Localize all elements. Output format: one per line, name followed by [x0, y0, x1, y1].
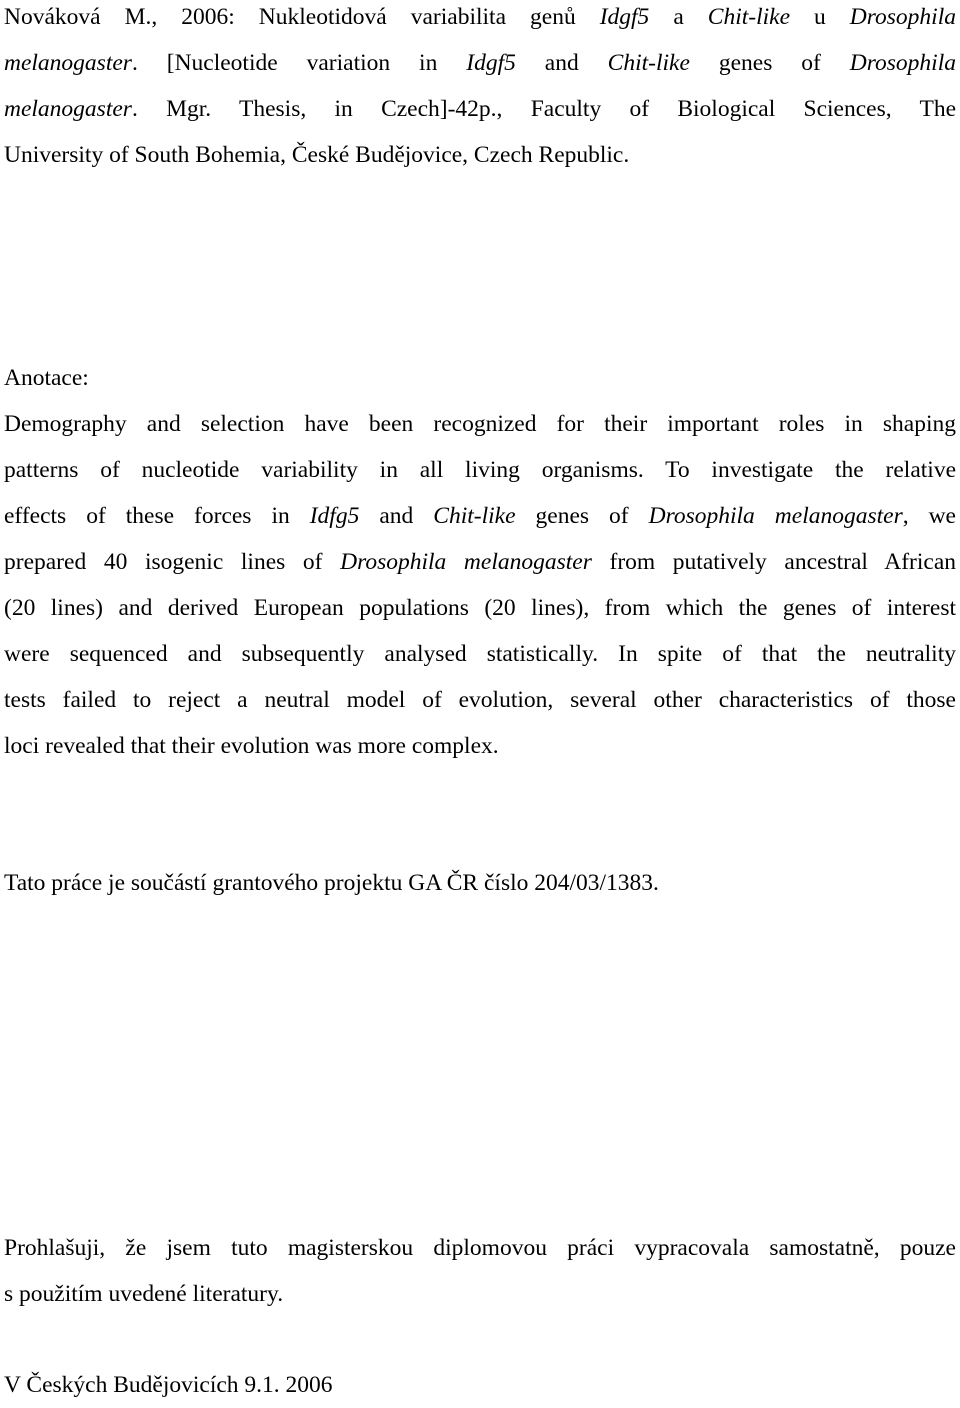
grant-statement: Tato práce je součástí grantového projektu GA ČR číslo 204/03/1383.: [4, 870, 659, 896]
abstract-line-6: were sequenced and subsequently analysed statistically. In spite of that the neutrality: [4, 641, 956, 667]
abstract-line-7: tests failed to reject a neutral model of evolution, several other characteristics of those: [4, 687, 956, 713]
abstract-line-8: loci revealed that their evolution was more complex.: [4, 733, 499, 759]
declaration: [4, 1225, 956, 1317]
declaration-line-1: Prohlašuji, že jsem tuto magisterskou diplomovou práci vypracovala samostatně, pouze: [4, 1235, 956, 1261]
abstract-line-4: prepared 40 isogenic lines of Drosophila melanogaster from putatively ancestral African: [4, 549, 957, 575]
abstract-body: [4, 401, 956, 769]
citation-line-1: Nováková M., 2006: Nukleotidová variabilita genů Idgf5 a Chit-like u Drosophila: [4, 4, 956, 30]
declaration-line-2: s použitím uvedené literatury.: [4, 1281, 284, 1307]
citation-line-2: melanogaster. [Nucleotide variation in Idgf5 and Chit-like genes of Drosophila: [4, 50, 956, 76]
abstract-heading: Anotace:: [4, 365, 89, 391]
place-and-date: V Českých Budějovicích 9.1. 2006: [4, 1372, 333, 1398]
citation-line-3: melanogaster. Mgr. Thesis, in Czech]-42p., Faculty of Biological Sciences, The: [4, 96, 956, 122]
abstract-line-2: patterns of nucleotide variability in all living organisms. To investigate the relative: [4, 457, 956, 483]
citation: [4, 0, 956, 178]
abstract-line-5: (20 lines) and derived European populations (20 lines), from which the genes of interest: [4, 595, 956, 621]
abstract-line-3: effects of these forces in Idfg5 and Chit-like genes of Drosophila melanogaster, we: [4, 503, 956, 529]
abstract-line-1: Demography and selection have been recognized for their important roles in shaping: [4, 411, 956, 437]
citation-line-4: University of South Bohemia, České Budějovice, Czech Republic.: [4, 142, 630, 168]
